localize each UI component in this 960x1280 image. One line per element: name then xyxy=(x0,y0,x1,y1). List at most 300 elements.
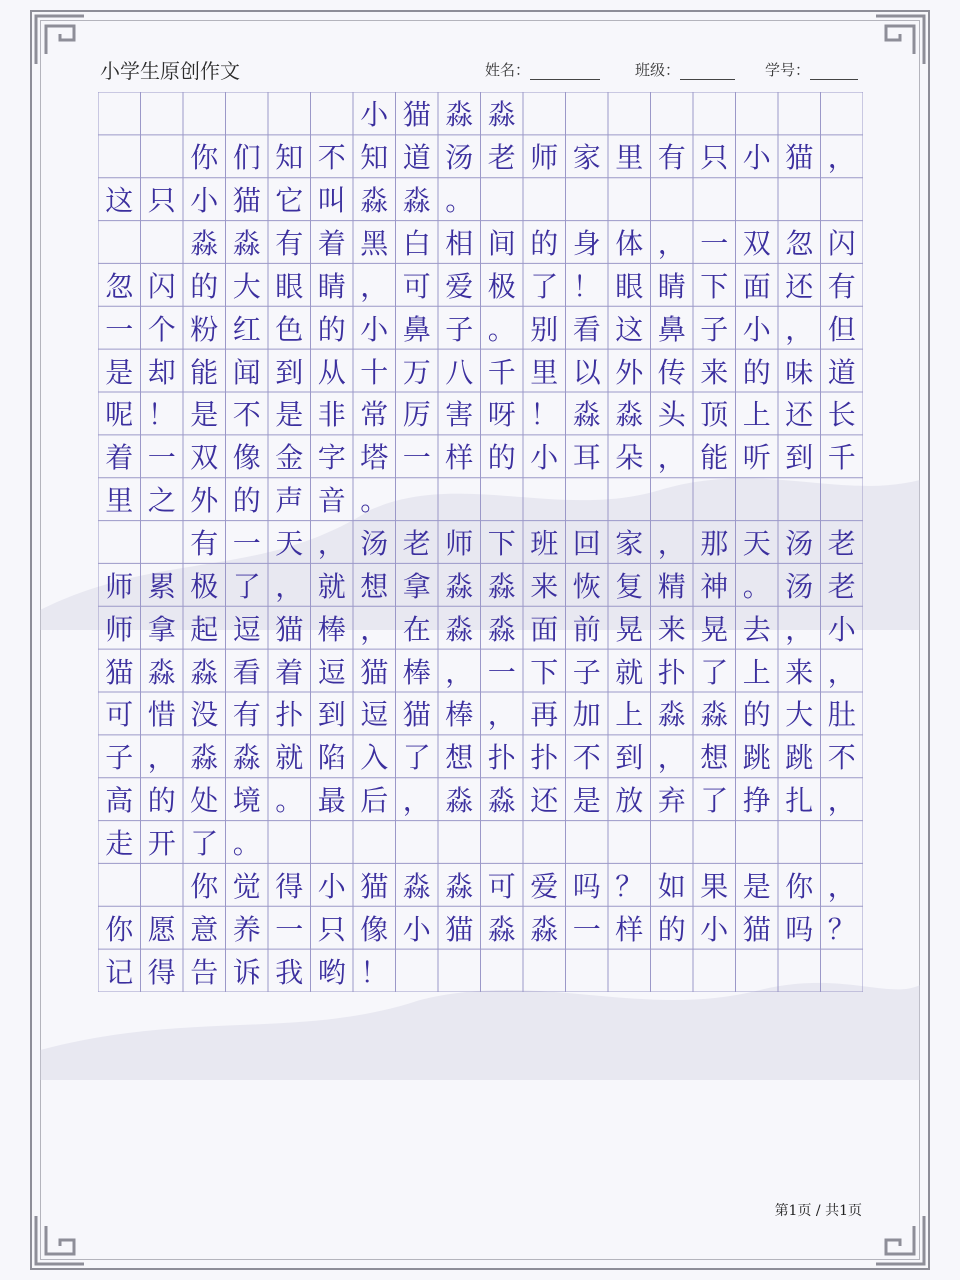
grid-character: 一 xyxy=(487,655,516,689)
grid-character: 想 xyxy=(445,741,474,775)
name-label: 姓名： xyxy=(485,61,531,79)
grid-character: 子 xyxy=(572,655,601,689)
grid-character: 淼 xyxy=(487,912,516,946)
grid-character: 道 xyxy=(827,355,856,389)
grid-character: 去 xyxy=(742,612,771,646)
grid-character: 再 xyxy=(530,698,559,732)
grid-character: 外 xyxy=(190,484,219,518)
grid-character: 处 xyxy=(190,784,219,818)
grid-character: 棒 xyxy=(445,698,474,732)
grid-character: 下 xyxy=(530,655,559,689)
name-input-line[interactable] xyxy=(530,63,600,80)
grid-character: 的 xyxy=(190,269,219,303)
grid-character: 一 xyxy=(572,912,601,946)
page-title: 小学生原创作文 xyxy=(100,59,240,83)
class-label: 班级： xyxy=(635,61,681,79)
grid-character: 淼 xyxy=(487,612,516,646)
grid-character: 小 xyxy=(530,441,559,475)
grid-character: 境 xyxy=(232,784,261,818)
grid-character: 传 xyxy=(657,355,686,389)
grid-character: 味 xyxy=(785,355,814,389)
grid-character: 个 xyxy=(147,312,176,346)
grid-character: ， xyxy=(487,698,516,732)
grid-character: 扑 xyxy=(275,698,304,732)
grid-character: 能 xyxy=(190,355,219,389)
grid-character: 弃 xyxy=(657,784,686,818)
grid-character: 想 xyxy=(360,569,389,603)
grid-character: 面 xyxy=(530,612,559,646)
grid-character: 万 xyxy=(402,355,431,389)
grid-character: 上 xyxy=(742,398,771,432)
grid-character: 的 xyxy=(317,312,346,346)
grid-character: 跳 xyxy=(785,741,814,775)
grid-character: 汤 xyxy=(360,526,389,560)
grid-character: 呀 xyxy=(487,398,516,432)
grid-character: 小 xyxy=(827,612,856,646)
grid-character: 淼 xyxy=(402,184,431,218)
grid-character: 。 xyxy=(275,784,304,818)
grid-character: 神 xyxy=(700,569,729,603)
grid-character: 的 xyxy=(147,784,176,818)
grid-character: 闪 xyxy=(147,269,176,303)
grid-character: 肚 xyxy=(827,698,856,732)
grid-character: 来 xyxy=(657,612,686,646)
corner-ornament-bottom-left xyxy=(30,1210,90,1270)
grid-character: 是 xyxy=(105,355,134,389)
grid-character: ， xyxy=(657,226,686,260)
grid-character: 开 xyxy=(147,826,176,860)
grid-character: 爱 xyxy=(530,869,559,903)
grid-character: 陷 xyxy=(317,741,346,775)
grid-character: 不 xyxy=(572,741,601,775)
grid-character: 的 xyxy=(657,912,686,946)
grid-character: 想 xyxy=(700,741,729,775)
grid-character: 你 xyxy=(190,869,219,903)
grid-character: 扎 xyxy=(785,784,814,818)
grid-character: 来 xyxy=(700,355,729,389)
grid-character: 了 xyxy=(700,655,729,689)
grid-character: 淼 xyxy=(445,569,474,603)
grid-character: 淼 xyxy=(360,184,389,218)
corner-ornament-top-left xyxy=(30,10,90,70)
grid-character: ， xyxy=(360,612,389,646)
grid-character: 看 xyxy=(572,312,601,346)
grid-character: 的 xyxy=(742,698,771,732)
grid-character: ？ xyxy=(615,869,644,903)
grid-character: ！ xyxy=(572,269,601,303)
grid-character: 里 xyxy=(615,141,644,175)
grid-character: 爱 xyxy=(445,269,474,303)
grid-character: 到 xyxy=(615,741,644,775)
grid-character: 鼻 xyxy=(402,312,431,346)
grid-character: 闻 xyxy=(232,355,261,389)
grid-character: ， xyxy=(657,441,686,475)
grid-character: 们 xyxy=(232,141,261,175)
grid-character: 有 xyxy=(190,526,219,560)
grid-character: 八 xyxy=(445,355,474,389)
grid-character: 听 xyxy=(742,441,771,475)
grid-character: 小 xyxy=(742,141,771,175)
grid-character: 知 xyxy=(360,141,389,175)
grid-character: 淼 xyxy=(190,655,219,689)
grid-character: 天 xyxy=(742,526,771,560)
grid-character: 猫 xyxy=(785,141,814,175)
grid-character: 前 xyxy=(572,612,601,646)
grid-character: 那 xyxy=(700,526,729,560)
grid-character: 却 xyxy=(147,355,176,389)
class-field xyxy=(635,59,735,80)
grid-character: 大 xyxy=(232,269,261,303)
grid-character: 红 xyxy=(232,312,261,346)
grid-character: 累 xyxy=(147,569,176,603)
grid-character: 忽 xyxy=(105,269,134,303)
grid-character: 子 xyxy=(105,741,134,775)
grid-character: 呢 xyxy=(105,398,134,432)
grid-character: 师 xyxy=(445,526,474,560)
grid-character: 你 xyxy=(785,869,814,903)
grid-character: 告 xyxy=(190,955,219,989)
grid-character: 有 xyxy=(657,141,686,175)
grid-character: ， xyxy=(785,612,814,646)
grid-character: 里 xyxy=(105,484,134,518)
grid-character: 淼 xyxy=(445,869,474,903)
grid-character: 金 xyxy=(275,441,304,475)
grid-character: 的 xyxy=(487,441,516,475)
grid-character: 猫 xyxy=(360,655,389,689)
grid-character: 愿 xyxy=(147,912,176,946)
grid-character: 上 xyxy=(615,698,644,732)
grid-character: 跳 xyxy=(742,741,771,775)
grid-character: 淼 xyxy=(232,226,261,260)
grid-character: 一 xyxy=(402,441,431,475)
grid-character: 还 xyxy=(530,784,559,818)
writing-grid xyxy=(98,92,863,992)
grid-character: 精 xyxy=(657,569,686,603)
grid-character: ， xyxy=(827,869,856,903)
grid-character: 白 xyxy=(402,226,431,260)
grid-character: ， xyxy=(827,655,856,689)
grid-character: ， xyxy=(445,655,474,689)
grid-character: 师 xyxy=(105,612,134,646)
grid-character: 小 xyxy=(190,184,219,218)
grid-character: 淼 xyxy=(402,869,431,903)
grid-character: 粉 xyxy=(190,312,219,346)
grid-character: 惜 xyxy=(147,698,176,732)
grid-character: 只 xyxy=(317,912,346,946)
grid-character: 千 xyxy=(487,355,516,389)
grid-character: 叫 xyxy=(317,184,346,218)
grid-character: 走 xyxy=(105,826,134,860)
grid-character: 不 xyxy=(317,141,346,175)
grid-character: 双 xyxy=(190,441,219,475)
grid-character: 师 xyxy=(530,141,559,175)
grid-character: 。 xyxy=(232,826,261,860)
grid-character: 到 xyxy=(785,441,814,475)
grid-character: 是 xyxy=(572,784,601,818)
grid-character: 了 xyxy=(190,826,219,860)
grid-character: 汤 xyxy=(785,569,814,603)
grid-character: 是 xyxy=(275,398,304,432)
grid-character: ， xyxy=(275,569,304,603)
grid-character: 像 xyxy=(360,912,389,946)
grid-character: 着 xyxy=(317,226,346,260)
grid-character: 像 xyxy=(232,441,261,475)
grid-character: 了 xyxy=(530,269,559,303)
grid-character: ， xyxy=(317,526,346,560)
grid-character: 棒 xyxy=(317,612,346,646)
grid-character: 家 xyxy=(615,526,644,560)
grid-character: 得 xyxy=(275,869,304,903)
grid-character: 觉 xyxy=(232,869,261,903)
grid-character: 你 xyxy=(105,912,134,946)
grid-character: 顶 xyxy=(700,398,729,432)
grid-character: 猫 xyxy=(742,912,771,946)
grid-character: 棒 xyxy=(402,655,431,689)
grid-character: 淼 xyxy=(572,398,601,432)
grid-character: 这 xyxy=(615,312,644,346)
grid-character: 大 xyxy=(785,698,814,732)
grid-character: 样 xyxy=(445,441,474,475)
grid-character: 拿 xyxy=(402,569,431,603)
grid-character: ！ xyxy=(147,398,176,432)
grid-character: 哟 xyxy=(317,955,346,989)
grid-character: 着 xyxy=(105,441,134,475)
grid-character: 不 xyxy=(827,741,856,775)
grid-character: 朵 xyxy=(615,441,644,475)
grid-character: 。 xyxy=(742,569,771,603)
grid-character: 入 xyxy=(360,741,389,775)
grid-character: 还 xyxy=(785,398,814,432)
page-header xyxy=(100,55,865,85)
grid-character: 下 xyxy=(487,526,516,560)
grid-character: 有 xyxy=(232,698,261,732)
grid-character: 果 xyxy=(700,869,729,903)
grid-character: 外 xyxy=(615,355,644,389)
page-number: 第1页 / 共1页 xyxy=(774,1203,862,1219)
student-id-label: 学号： xyxy=(765,61,811,79)
grid-character: 不 xyxy=(232,398,261,432)
grid-character: 上 xyxy=(742,655,771,689)
grid-character: 下 xyxy=(700,269,729,303)
grid-character: 猫 xyxy=(445,912,474,946)
grid-character: 吗 xyxy=(785,912,814,946)
grid-character: 后 xyxy=(360,784,389,818)
essay-line xyxy=(98,92,863,992)
grid-character: 得 xyxy=(147,955,176,989)
grid-character: 能 xyxy=(700,441,729,475)
grid-character: 晃 xyxy=(700,612,729,646)
grid-character: 了 xyxy=(402,741,431,775)
grid-character: 一 xyxy=(105,312,134,346)
grid-character: 淼 xyxy=(700,698,729,732)
grid-character: 老 xyxy=(402,526,431,560)
grid-character: 非 xyxy=(317,398,346,432)
grid-character: 眼 xyxy=(275,269,304,303)
grid-character: 天 xyxy=(275,526,304,560)
grid-character: 。 xyxy=(445,184,474,218)
grid-character: 就 xyxy=(275,741,304,775)
grid-character: 在 xyxy=(402,612,431,646)
grid-character: 声 xyxy=(275,484,304,518)
grid-character: 回 xyxy=(572,526,601,560)
grid-character: 汤 xyxy=(445,141,474,175)
grid-character: 双 xyxy=(742,226,771,260)
grid-character: 淼 xyxy=(445,612,474,646)
grid-character: 小 xyxy=(700,912,729,946)
grid-character: 猫 xyxy=(360,869,389,903)
grid-character: 逗 xyxy=(232,612,261,646)
grid-character: 小 xyxy=(742,312,771,346)
grid-character: 黑 xyxy=(360,226,389,260)
grid-character: 淼 xyxy=(445,98,474,132)
grid-character: 了 xyxy=(232,569,261,603)
grid-character: ， xyxy=(147,741,176,775)
grid-character: 来 xyxy=(785,655,814,689)
grid-character: 淼 xyxy=(190,226,219,260)
grid-character: 眼 xyxy=(615,269,644,303)
grid-character: ， xyxy=(827,141,856,175)
grid-character: 只 xyxy=(700,141,729,175)
grid-character: 就 xyxy=(615,655,644,689)
grid-character: 里 xyxy=(530,355,559,389)
grid-character: 意 xyxy=(190,912,219,946)
grid-character: 。 xyxy=(487,312,516,346)
grid-character: 恢 xyxy=(572,569,601,603)
grid-character: 十 xyxy=(360,355,389,389)
grid-character: 你 xyxy=(190,141,219,175)
grid-character: 如 xyxy=(657,869,686,903)
grid-character: 但 xyxy=(827,312,856,346)
grid-character: 以 xyxy=(572,355,601,389)
grid-character: 子 xyxy=(700,312,729,346)
grid-character: 班 xyxy=(530,526,559,560)
grid-character: 一 xyxy=(232,526,261,560)
grid-character: ！ xyxy=(360,955,389,989)
grid-character: ， xyxy=(657,741,686,775)
grid-character: 没 xyxy=(190,698,219,732)
grid-character: 汤 xyxy=(785,526,814,560)
grid-character: 是 xyxy=(190,398,219,432)
grid-character: 睛 xyxy=(657,269,686,303)
grid-character: 小 xyxy=(360,98,389,132)
grid-character: 最 xyxy=(317,784,346,818)
grid-character: 猫 xyxy=(402,98,431,132)
grid-character: 诉 xyxy=(232,955,261,989)
grid-character: 面 xyxy=(742,269,771,303)
grid-character: 晃 xyxy=(615,612,644,646)
grid-character: 小 xyxy=(360,312,389,346)
grid-character: 淼 xyxy=(190,741,219,775)
grid-character: 字 xyxy=(317,441,346,475)
grid-character: 千 xyxy=(827,441,856,475)
grid-character: 常 xyxy=(360,398,389,432)
grid-character: 厉 xyxy=(402,398,431,432)
grid-character: 着 xyxy=(275,655,304,689)
grid-character: 小 xyxy=(317,869,346,903)
grid-character: 耳 xyxy=(572,441,601,475)
grid-character: 长 xyxy=(827,398,856,432)
student-id-input-line[interactable] xyxy=(810,63,858,80)
grid-character: 淼 xyxy=(232,741,261,775)
student-id-field xyxy=(765,59,858,80)
grid-character: 一 xyxy=(275,912,304,946)
grid-character: 鼻 xyxy=(657,312,686,346)
grid-character: 起 xyxy=(190,612,219,646)
grid-character: 子 xyxy=(445,312,474,346)
grid-character: 还 xyxy=(785,269,814,303)
corner-ornament-bottom-right xyxy=(870,1210,930,1270)
grid-character: 极 xyxy=(487,269,516,303)
grid-character: 猫 xyxy=(402,698,431,732)
grid-character: 知 xyxy=(275,141,304,175)
grid-character: 是 xyxy=(742,869,771,903)
grid-character: 家 xyxy=(572,141,601,175)
grid-character: 可 xyxy=(487,869,516,903)
grid-character: 小 xyxy=(402,912,431,946)
grid-character: 道 xyxy=(402,141,431,175)
grid-character: 放 xyxy=(615,784,644,818)
grid-character: 淼 xyxy=(657,698,686,732)
grid-character: 吗 xyxy=(572,869,601,903)
grid-character: 闪 xyxy=(827,226,856,260)
grid-character: 扑 xyxy=(657,655,686,689)
grid-character: 高 xyxy=(105,784,134,818)
grid-character: 淼 xyxy=(487,98,516,132)
grid-character: 淼 xyxy=(487,569,516,603)
grid-character: 样 xyxy=(615,912,644,946)
grid-character: 淼 xyxy=(445,784,474,818)
grid-character: 一 xyxy=(700,226,729,260)
grid-character: 忽 xyxy=(785,226,814,260)
grid-character: 扑 xyxy=(487,741,516,775)
grid-character: 老 xyxy=(827,569,856,603)
grid-character: 加 xyxy=(572,698,601,732)
grid-character: 来 xyxy=(530,569,559,603)
grid-character: ， xyxy=(657,526,686,560)
name-field xyxy=(485,59,600,80)
grid-character: 到 xyxy=(317,698,346,732)
grid-character: 极 xyxy=(190,569,219,603)
grid-character: 有 xyxy=(275,226,304,260)
grid-character: 猫 xyxy=(105,655,134,689)
grid-character: ？ xyxy=(827,912,856,946)
grid-character: 一 xyxy=(147,441,176,475)
grid-character: 塔 xyxy=(360,441,389,475)
class-input-line[interactable] xyxy=(680,63,735,80)
grid-character: 。 xyxy=(360,484,389,518)
grid-character: ， xyxy=(785,312,814,346)
grid-character: 老 xyxy=(827,526,856,560)
grid-character: 身 xyxy=(572,226,601,260)
grid-character: 可 xyxy=(402,269,431,303)
grid-character: 睛 xyxy=(317,269,346,303)
grid-character: 从 xyxy=(317,355,346,389)
grid-character: 头 xyxy=(657,398,686,432)
grid-character: 只 xyxy=(147,184,176,218)
corner-ornament-top-right xyxy=(870,10,930,70)
grid-character: 淼 xyxy=(487,784,516,818)
grid-character: 就 xyxy=(317,569,346,603)
grid-character: 害 xyxy=(445,398,474,432)
grid-character: 猫 xyxy=(232,184,261,218)
grid-character: ！ xyxy=(530,398,559,432)
grid-character: 之 xyxy=(147,484,176,518)
grid-character: 到 xyxy=(275,355,304,389)
grid-character: 记 xyxy=(105,955,134,989)
grid-character: 相 xyxy=(445,226,474,260)
grid-character: 别 xyxy=(530,312,559,346)
grid-character: 间 xyxy=(487,226,516,260)
